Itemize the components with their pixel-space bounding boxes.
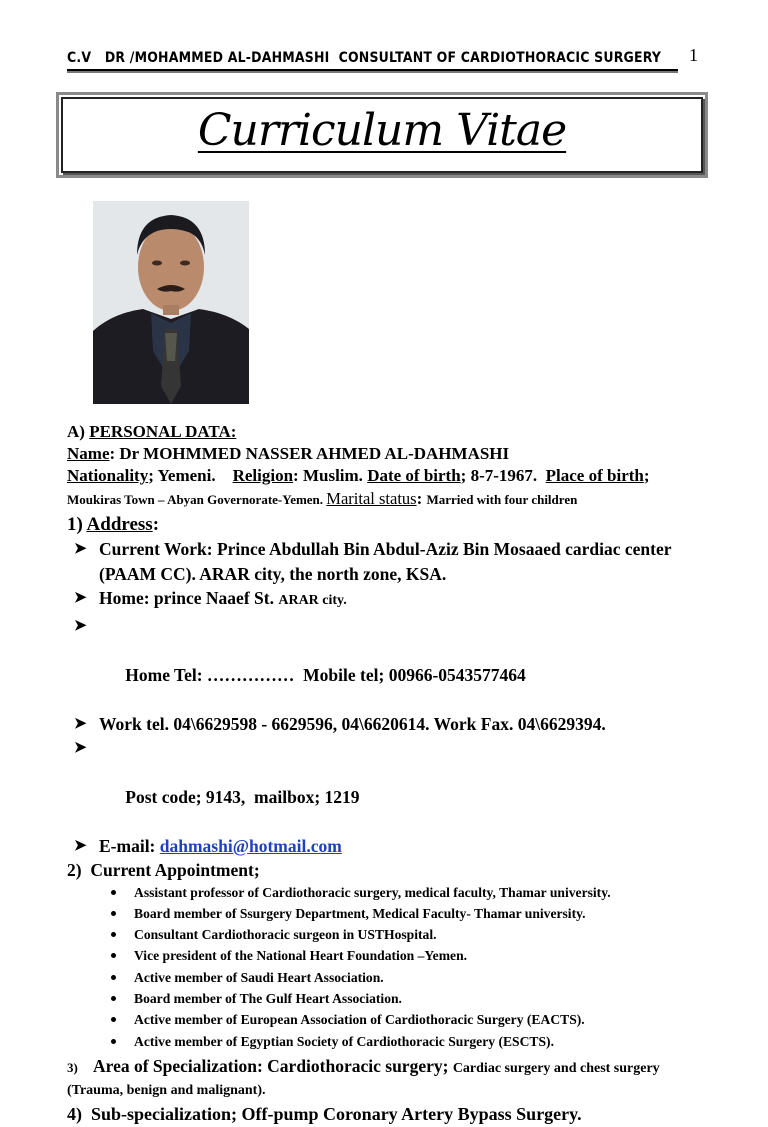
dob-label: Date of birth xyxy=(367,466,461,485)
pob-detail: Moukiras Town – Abyan Governorate-Yemen. xyxy=(67,492,327,507)
bullet-dot-icon xyxy=(111,996,116,1001)
appointment-item xyxy=(67,882,707,903)
sub-specialization-row: 4) Sub-specialization; Off-pump Coronary Artery Bypass Surgery. xyxy=(67,1103,582,1124)
section-label: Address xyxy=(86,514,153,535)
marital-label: Marital status xyxy=(326,489,417,508)
marital-value: Married with four children xyxy=(426,492,578,507)
appointment-text: Board member of Ssurgery Department, Medical Faculty- Thamar university. xyxy=(134,905,586,921)
specialization-label: Area of Specialization: Cardiothoracic surgery; xyxy=(93,1055,453,1076)
work-phone-text: Work tel. 04\6629598 - 6629596, 04\6620614. Work Fax. 04\6629394. xyxy=(99,713,606,734)
address-item-work-tel xyxy=(67,712,707,737)
section-label: PERSONAL DATA: xyxy=(89,422,237,441)
religion-value: : Muslim. xyxy=(293,466,368,485)
arrow-bullet-icon: ➤ xyxy=(74,590,87,606)
address-item-home-tel xyxy=(67,614,707,712)
post-code-text: Post code; 9143, mailbox; 1219 xyxy=(125,787,360,807)
address-heading xyxy=(67,513,707,537)
nationality-label: Nationality xyxy=(67,466,149,485)
appointment-item xyxy=(67,1009,707,1030)
personal-data-heading xyxy=(67,421,707,443)
bullet-dot-icon xyxy=(111,1039,116,1044)
title-box xyxy=(56,92,708,178)
appointment-text: Board member of The Gulf Heart Association. xyxy=(134,990,402,1006)
appointment-text: Active member of European Association of Cardiothoracic Surgery (EACTS). xyxy=(134,1012,585,1028)
name-label: Name xyxy=(67,444,110,463)
pob-label: Place of birth xyxy=(545,466,644,485)
specialization-detail: Cardiac surgery and chest surgery xyxy=(452,1060,660,1076)
arrow-bullet-icon: ➤ xyxy=(74,617,87,634)
marital-sep: : xyxy=(416,489,427,508)
bullet-dot-icon xyxy=(111,1017,116,1022)
name-row xyxy=(67,443,707,465)
header-rule xyxy=(67,69,678,73)
appointment-list xyxy=(67,882,707,1052)
personal-data-section xyxy=(67,421,707,512)
address-item-post-code xyxy=(67,736,707,834)
portrait-photo xyxy=(93,201,249,404)
birthplace-marital-row xyxy=(67,487,707,512)
address-text: Home: prince Naaef St. xyxy=(99,588,279,608)
arrow-bullet-icon: ➤ xyxy=(74,541,87,557)
running-title: C.V DR /MOHAMMED AL-DAHMASHI CONSULTANT OF CARDIOTHORACIC SURGERY xyxy=(67,49,662,66)
bullet-dot-icon xyxy=(111,890,116,895)
arrow-bullet-icon: ➤ xyxy=(74,838,87,854)
appointment-text: Vice president of the National Heart Foundation –Yemen. xyxy=(134,948,468,964)
appointment-section xyxy=(67,859,707,1052)
nationality-value: ; Yemeni. xyxy=(148,466,233,485)
email-link[interactable]: dahmashi@hotmail.com xyxy=(159,836,342,856)
arrow-bullet-icon: ➤ xyxy=(74,715,87,732)
appointment-item xyxy=(67,945,707,966)
name-value: : Dr MOHMMED NASSER AHMED AL-DAHMASHI xyxy=(109,444,510,463)
dob-value: ; 8-7-1967. xyxy=(460,466,546,485)
religion-label: Religion xyxy=(232,466,294,485)
appointment-text: Active member of Saudi Heart Association. xyxy=(134,969,384,985)
appointment-item xyxy=(67,903,707,924)
address-item-email xyxy=(67,834,707,859)
address-text-continued: (PAAM CC). ARAR city, the north zone, KSA. xyxy=(99,563,447,584)
section-suffix: : xyxy=(152,514,160,535)
email-label: E-mail: xyxy=(99,836,160,856)
section-prefix: A) xyxy=(67,422,90,441)
document-title: Curriculum Vitae xyxy=(197,105,567,156)
appointment-item xyxy=(67,924,707,945)
appointment-text: Assistant professor of Cardiothoracic surgery, medical faculty, Thamar university. xyxy=(134,884,611,900)
specialization-section xyxy=(67,1054,707,1101)
appointment-heading: 2) Current Appointment; xyxy=(67,859,260,880)
bullet-dot-icon xyxy=(111,932,116,937)
pob-value: ; xyxy=(643,466,650,485)
bullet-dot-icon xyxy=(111,953,116,958)
address-city: ARAR city. xyxy=(278,593,347,608)
specialization-row xyxy=(67,1054,707,1081)
appointment-text: Active member of Egyptian Society of Cardiothoracic Surgery (ESCTS). xyxy=(134,1033,554,1049)
address-item-home xyxy=(67,586,707,614)
section-prefix: 3) xyxy=(67,1059,78,1075)
appointment-text: Consultant Cardiothoracic surgeon in USTHospital. xyxy=(134,927,437,943)
nationality-row xyxy=(67,465,707,487)
appointment-item xyxy=(67,967,707,988)
specialization-detail-continued: (Trauma, benign and malignant). xyxy=(67,1082,266,1098)
appointment-item xyxy=(67,988,707,1009)
bullet-dot-icon xyxy=(111,975,116,980)
address-item-current-work xyxy=(67,537,707,586)
address-text: Current Work: Prince Abdullah Bin Abdul-Aziz Bin Mosaaed cardiac center xyxy=(99,539,672,559)
appointment-item xyxy=(67,1031,707,1052)
bullet-dot-icon xyxy=(111,911,116,916)
phone-text: Home Tel: …………… Mobile tel; 00966-0543577464 xyxy=(125,664,526,685)
section-prefix: 1) xyxy=(67,514,87,535)
cv-content xyxy=(67,421,707,1127)
address-section xyxy=(67,513,707,859)
page-number: 1 xyxy=(689,45,698,65)
portrait-illustration xyxy=(93,201,249,404)
arrow-bullet-icon: ➤ xyxy=(74,740,87,756)
